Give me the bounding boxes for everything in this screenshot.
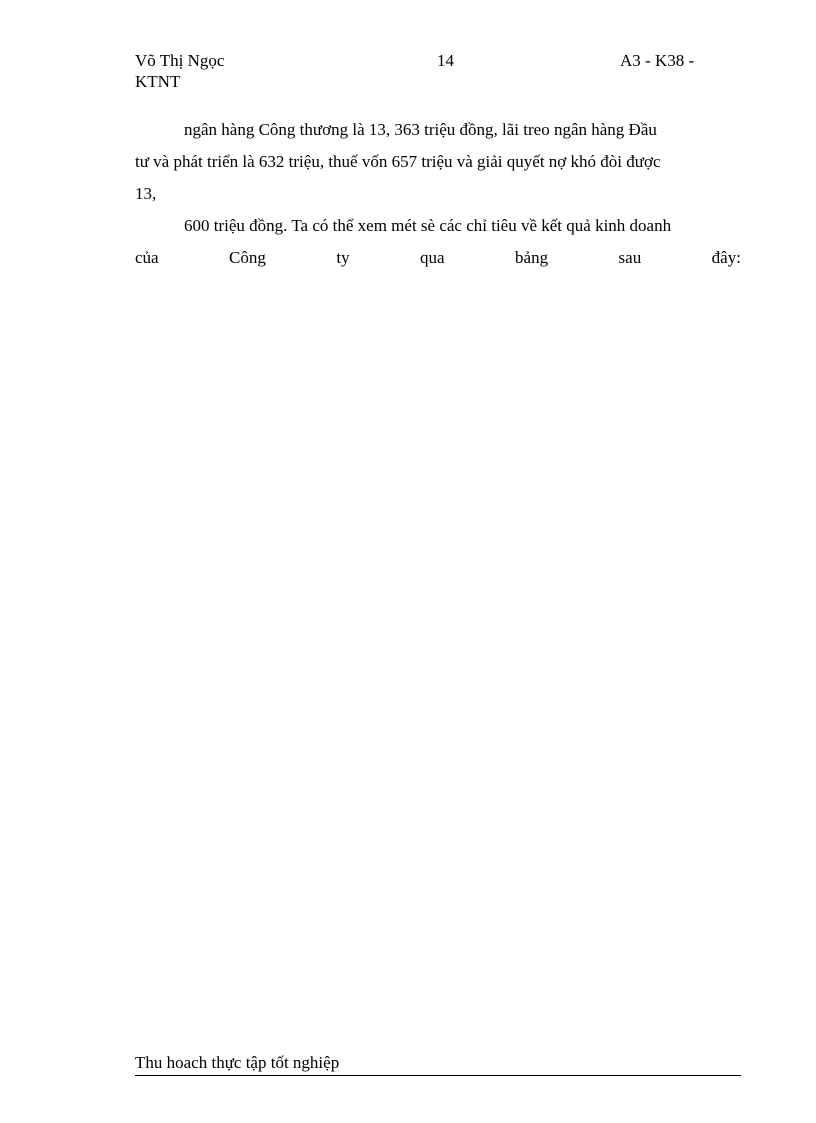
- paragraph-2-line-1: 600 triệu đồng. Ta có thể xem mét sè các chỉ tiêu về kết quả kinh doanh: [184, 216, 672, 235]
- paragraph-line-3: 13,: [135, 184, 157, 203]
- page-header: [135, 50, 741, 94]
- word: đây:: [711, 248, 741, 267]
- document-body: [135, 114, 741, 274]
- word: bảng: [515, 248, 549, 267]
- header-class-code: A3 - K38 -: [620, 51, 695, 70]
- word: của: [135, 248, 159, 267]
- word: qua: [420, 248, 445, 267]
- page-footer: Thu hoach thực tập tốt nghiệp: [135, 1052, 741, 1076]
- paragraph-2-line-2: [135, 242, 741, 274]
- paragraph-line-2: tư và phát triển là 632 triệu, thuế vốn 657 triệu và giải quyết nợ khó đòi được: [135, 152, 661, 171]
- word: Công: [229, 248, 266, 267]
- paragraph-line-1: ngân hàng Công thương là 13, 363 triệu đồng, lãi treo ngân hàng Đầu: [184, 120, 657, 139]
- header-page-number: 14: [437, 51, 454, 70]
- word: sau: [618, 248, 642, 267]
- header-author: Võ Thị Ngọc KTNT: [135, 51, 225, 91]
- word: ty: [336, 248, 350, 267]
